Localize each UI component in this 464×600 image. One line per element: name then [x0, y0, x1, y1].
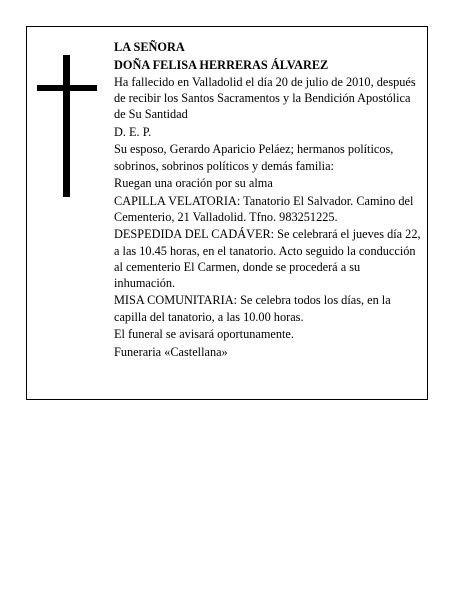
cross-icon [37, 55, 97, 197]
farewell-info: DESPEDIDA DEL CADÁVER: Se celebrará el jueves día 22, a las 10.45 horas, en el tanatorio. Acto seguido la conducción al cementerio El Carmen, donde se procederá a su inhumación. [114, 227, 421, 290]
dep-line: D. E. P. [114, 124, 152, 139]
prayer-request: Ruegan una oración por su alma [114, 176, 273, 191]
chapel-info: CAPILLA VELATORIA: Tanatorio El Salvador. Camino del Cementerio, 21 Valladolid. Tfno. 983251225. [114, 193, 414, 224]
funeral-note: El funeral se avisará oportunamente. [114, 327, 294, 342]
notice-text [114, 39, 424, 361]
funeral-home: Funeraria «Castellana» [114, 344, 228, 359]
notice-heading: LA SEÑORA [114, 40, 185, 54]
mass-info: MISA COMUNITARIA: Se celebra todos los días, en la capilla del tanatorio, a las 10.00 horas. [114, 293, 391, 324]
deceased-name: DOÑA FELISA HERRERAS ÁLVAREZ [114, 57, 329, 72]
family-line: Su esposo, Gerardo Aparicio Peláez; hermanos políticos, sobrinos, sobrinos políticos y demás familia: [114, 142, 394, 173]
death-announcement: Ha fallecido en Valladolid el día 20 de julio de 2010, después de recibir los Santos Sacramentos y la Bendición Apostólica de Su Santidad [114, 75, 416, 122]
obituary-notice [26, 26, 428, 400]
